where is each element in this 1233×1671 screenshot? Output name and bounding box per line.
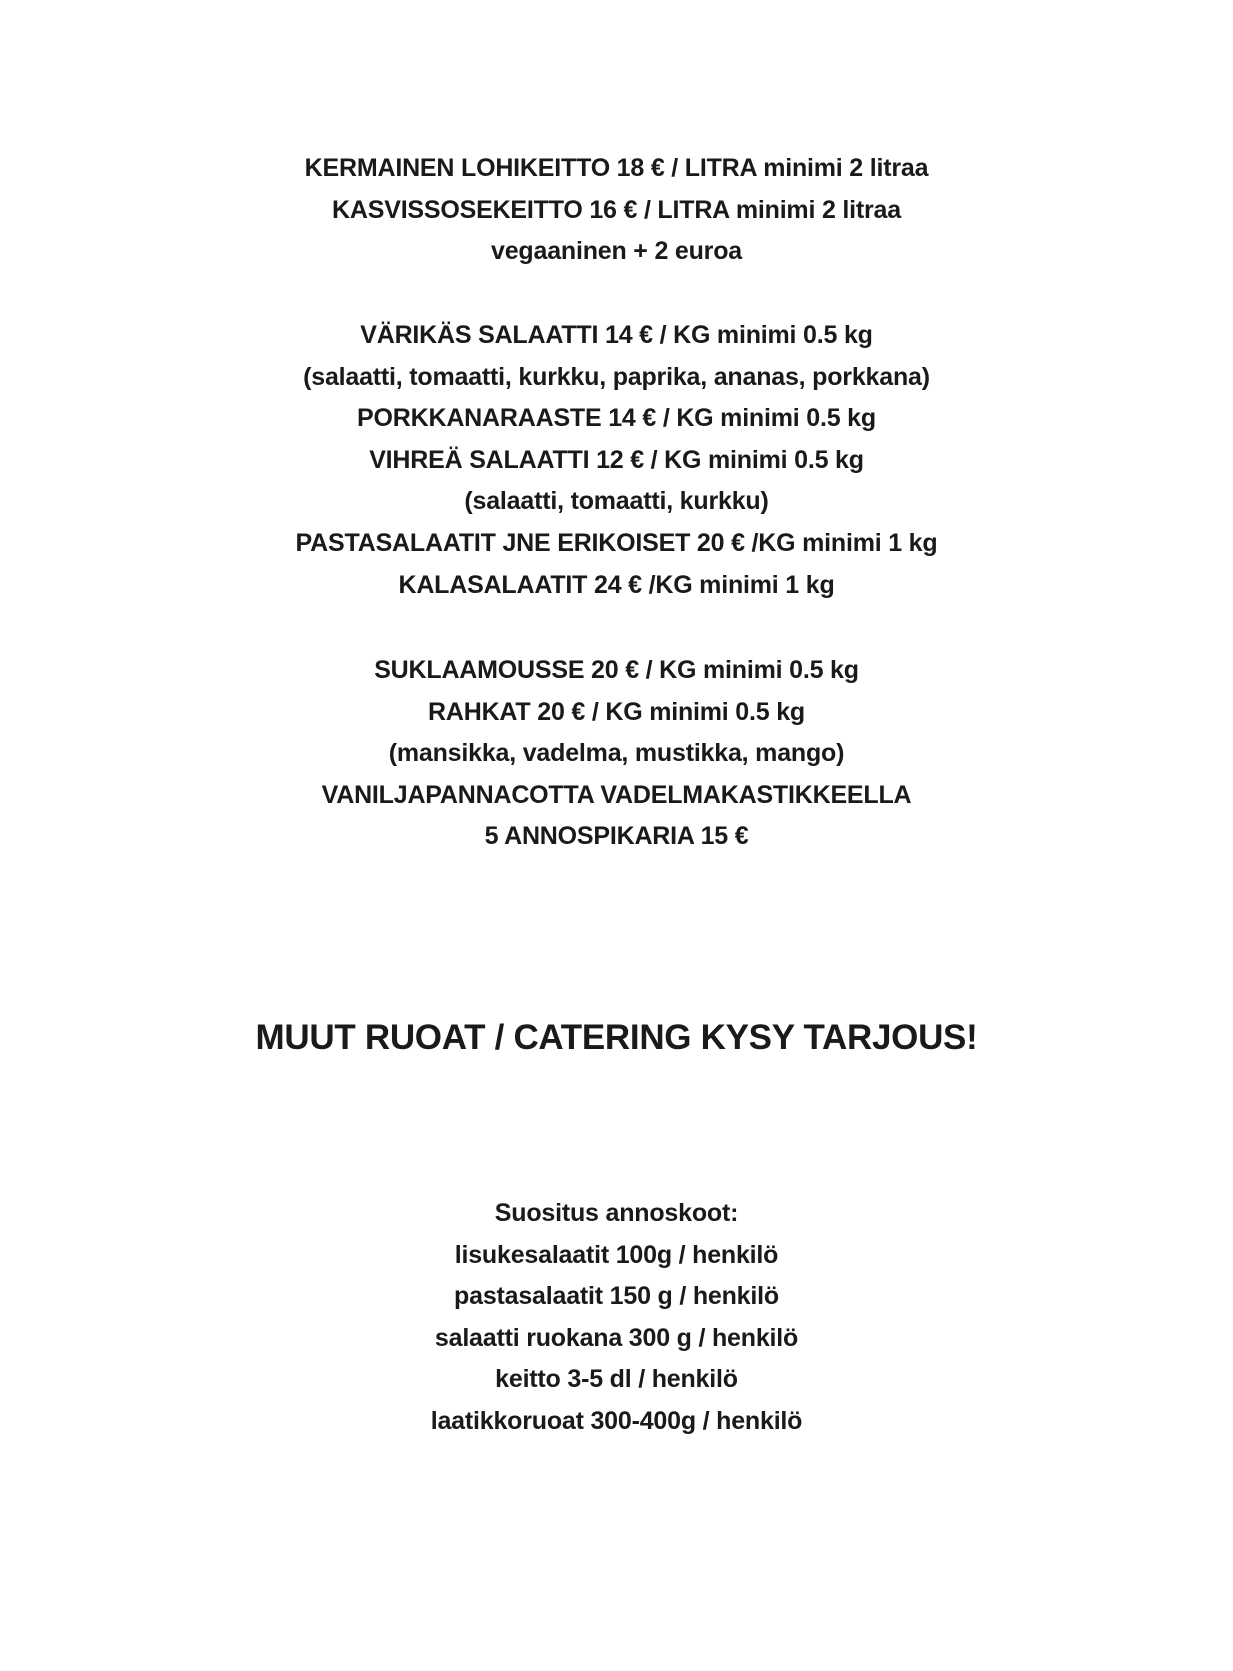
portion-size-item: salaatti ruokana 300 g / henkilö [434,1323,799,1352]
salad-ingredients: (salaatti, tomaatti, kurkku) [464,487,769,516]
salad-item: KALASALAATIT 24 € /KG minimi 1 kg [398,570,835,599]
portion-sizes-section [0,1193,1233,1443]
salad-item: PORKKANARAASTE 14 € / KG minimi 0.5 kg [357,404,876,433]
portion-size-item: pastasalaatit 150 g / henkilö [454,1282,779,1311]
portion-sizes-title: Suositus annoskoot: [494,1199,739,1227]
portion-size-item: lisukesalaatit 100g / henkilö [454,1240,779,1269]
dessert-item: 5 ANNOSPIKARIA 15 € [484,822,749,851]
soup-item: KASVISSOSEKEITTO 16 € / LITRA minimi 2 litraa [332,195,901,224]
salad-ingredients: (salaatti, tomaatti, kurkku, paprika, ananas, porkkana) [303,362,930,391]
catering-section [0,1015,1233,1061]
soup-item: KERMAINEN LOHIKEITTO 18 € / LITRA minimi 2 litraa [304,154,929,182]
dessert-flavors: (mansikka, vadelma, mustikka, mango) [388,739,845,768]
portion-size-item: laatikkoruoat 300-400g / henkilö [430,1406,803,1435]
portion-size-item: keitto 3-5 dl / henkilö [495,1365,738,1394]
salads-section [0,315,1233,606]
salad-item: VÄRIKÄS SALAATTI 14 € / KG minimi 0.5 kg [360,321,873,349]
dessert-item: SUKLAAMOUSSE 20 € / KG minimi 0.5 kg [374,656,859,684]
soups-section [0,148,1233,273]
desserts-section [0,650,1233,858]
dessert-item: RAHKAT 20 € / KG minimi 0.5 kg [428,697,805,726]
salad-item: PASTASALAATIT JNE ERIKOISET 20 € /KG minimi 1 kg [295,528,938,557]
salad-item: VIHREÄ SALAATTI 12 € / KG minimi 0.5 kg [369,445,864,474]
soup-note: vegaaninen + 2 euroa [491,237,742,266]
dessert-item: VANILJAPANNACOTTA VADELMAKASTIKKEELLA [321,780,912,809]
catering-headline: MUUT RUOAT / CATERING KYSY TARJOUS! [255,1018,978,1057]
